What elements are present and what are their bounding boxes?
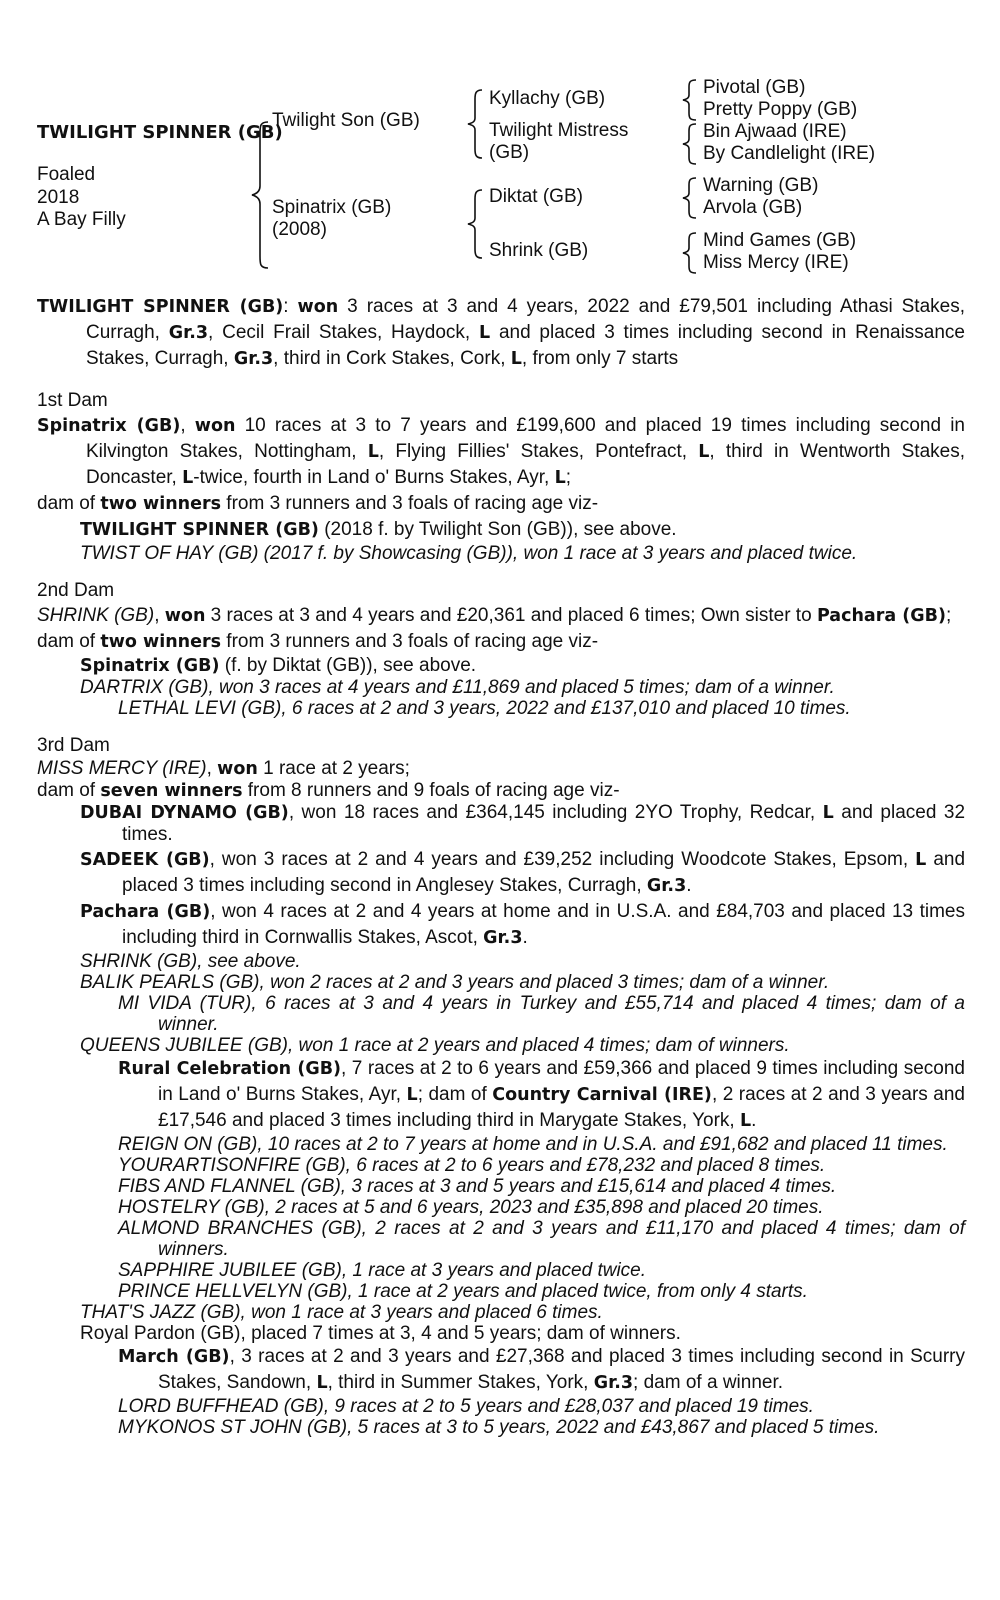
parents-brace [250, 120, 270, 270]
grade-label: Gr.3 [646, 876, 687, 896]
first-dam-paragraph: Spinatrix (GB), won 10 races at 3 to 7 years and £199,600 and placed 19 times including second in Kilvington Stakes, Nottingham, L, Flying Fillies' Stakes, Pontefract, L, third in Wentworth Stakes, Doncaster, L-twice, fourth in Land o' Burns Stakes, Ayr, L; [37, 415, 965, 488]
gg-brace-1 [678, 78, 698, 122]
produce-text: (2017 f. by Showcasing (GB)), won 1 race at 3 years and placed twice. [258, 543, 858, 564]
third-dam-heading: 3rd Dam [37, 735, 110, 756]
second-dam-produce-line [37, 629, 965, 655]
summary-text: 3 races at 3 and 4 years, 2022 and £79,501 including Athasi Stakes, Curragh, [86, 296, 965, 343]
produce-name: ALMOND BRANCHES (GB) [118, 1218, 362, 1239]
produce-name: SHRINK (GB) [80, 951, 198, 972]
winners-count: seven winners [100, 781, 243, 801]
produce-text: , 6 races at 2 to 6 years and £78,232 and placed 8 times. [345, 1155, 826, 1176]
produce-text: , 3 races at 3 and 5 years and £15,614 and placed 4 times. [340, 1176, 837, 1197]
produce-text: , won 18 races and £364,145 including 2YO Trophy, Redcar, [288, 802, 823, 823]
produce-entry [37, 802, 965, 845]
produce-name: YOURARTISONFIRE (GB) [118, 1155, 346, 1176]
horse-name-text: TWILIGHT SPINNER (GB) [37, 122, 283, 143]
ggp-2: Pretty Poppy (GB) [703, 99, 858, 120]
produce-entry [37, 1056, 965, 1134]
dam-brace [464, 188, 484, 260]
produce-text: , see above. [197, 951, 301, 972]
won-label: won [297, 297, 339, 317]
produce-name: Country Carnival (IRE) [492, 1085, 712, 1105]
dam-dam: Shrink (GB) [489, 240, 589, 261]
produce-entry [37, 1155, 965, 1176]
summary-text: , third in Cork Stakes, Cork, [273, 348, 511, 369]
dam-sire: Diktat (GB) [489, 186, 583, 207]
produce-text: , 9 races at 2 to 5 years and £28,037 and placed 19 times. [323, 1396, 814, 1417]
produce-text: , 3 races at 2 and 3 years and £27,368 and placed 3 times including second in Scurry Stakes, Sandown, [158, 1346, 965, 1393]
produce-text: (f. by Diktat (GB)), see above. [219, 655, 477, 676]
produce-entry [37, 1218, 965, 1260]
listed-label: L [554, 468, 566, 488]
dam-text: ; [945, 605, 952, 626]
produce-entry [37, 698, 965, 719]
ggp-4: By Candlelight (IRE) [703, 143, 876, 164]
produce-entry [37, 655, 965, 677]
horse-description: A Bay Filly [37, 209, 126, 230]
listed-label: L [698, 442, 710, 462]
produce-text: , 10 races at 2 to 7 years at home and in U.S.A. and £91,682 and placed 11 times. [257, 1134, 948, 1155]
produce-text: , 2 races at 5 and 6 years, 2023 and £35,898 and placed 20 times. [264, 1197, 824, 1218]
produce-name: Spinatrix (GB) [80, 656, 220, 676]
produce-entry [37, 972, 965, 993]
produce-name: SAPPHIRE JUBILEE (GB) [118, 1260, 342, 1281]
third-dam-name: MISS MERCY (IRE) [37, 758, 207, 779]
ggp-6: Arvola (GB) [703, 197, 803, 218]
produce-name: FIBS AND FLANNEL (GB) [118, 1176, 341, 1197]
produce-text: , won 3 races at 2 and 4 years and £39,252 including Woodcote Stakes, Epsom, [209, 849, 916, 870]
produce-text: , 1 race at 2 years and placed twice, from only 4 starts. [347, 1281, 808, 1302]
first-dam-produce-line [37, 491, 965, 517]
gg-brace-3 [678, 176, 698, 220]
dam-of-text: dam of [37, 493, 101, 514]
catalogue-text [37, 294, 965, 1438]
produce-entry [37, 677, 965, 698]
listed-label: L [510, 349, 522, 369]
produce-name: DUBAI DYNAMO (GB) [80, 803, 289, 823]
produce-entry [37, 1344, 965, 1396]
sire-brace [464, 88, 484, 160]
produce-text: , 2 races at 2 and 3 years and £11,170 and placed 4 times; dam of winners. [158, 1218, 966, 1260]
dam: Spinatrix (GB) [272, 197, 392, 218]
produce-name: HOSTELRY (GB) [118, 1197, 265, 1218]
listed-label: L [479, 323, 491, 343]
ggp-5: Warning (GB) [703, 175, 819, 196]
sire: Twilight Son (GB) [272, 110, 420, 131]
second-dam-paragraph: SHRINK (GB), won 3 races at 3 and 4 years and £20,361 and placed 6 times; Own sister to Pachara (GB); [37, 605, 952, 626]
produce-entry [37, 1302, 965, 1323]
produce-entry [37, 1281, 965, 1302]
produce-text: ; dam of [417, 1084, 493, 1105]
won-label: won [164, 606, 206, 626]
produce-text: . [522, 927, 528, 948]
produce-entry [37, 1134, 965, 1155]
produce-entry [37, 847, 965, 899]
produce-name: March (GB) [118, 1347, 230, 1367]
summary-text: and placed 3 times including second in Renaissance Stakes, Curragh, [86, 322, 965, 369]
produce-entry [37, 1396, 965, 1417]
dam-of-text: dam of [37, 780, 101, 801]
dam-of-text: from 8 runners and 9 foals of racing age viz- [242, 780, 620, 801]
grade-label: Gr.3 [168, 323, 209, 343]
ggp-7: Mind Games (GB) [703, 230, 857, 251]
produce-text: and placed 3 times including second in Anglesey Stakes, Curragh, [122, 849, 966, 896]
produce-entry [37, 543, 965, 564]
dam-text: 3 races at 3 and 4 years and £20,361 and placed 6 times; Own sister to [205, 605, 817, 626]
first-dam-heading: 1st Dam [37, 390, 108, 411]
produce-text: , 6 races at 3 and 4 years in Turkey and £55,714 and placed 4 times; dam of a winner. [158, 993, 965, 1035]
produce-name: MYKONOS ST JOHN (GB) [118, 1417, 348, 1438]
produce-text: , won 2 races at 2 and 3 years and placed 3 times; dam of a winner. [259, 972, 830, 993]
produce-name: DARTRIX (GB) [80, 677, 209, 698]
produce-text: . [751, 1110, 757, 1131]
dam-text: ; [565, 467, 571, 488]
produce-text: , won 4 races at 2 and 4 years at home and in U.S.A. and £84,703 and placed 13 times including third in Cornwallis Stakes, Ascot, [122, 901, 965, 948]
grade-label: Gr.3 [483, 928, 523, 948]
listed-label: L [739, 1111, 752, 1131]
produce-entry [37, 1197, 965, 1218]
dam-year: (2008) [272, 219, 327, 240]
sister-name: Pachara (GB) [816, 606, 946, 626]
produce-name: LORD BUFFHEAD (GB) [118, 1396, 324, 1417]
listed-label: L [182, 468, 194, 488]
produce-name: REIGN ON (GB) [118, 1134, 258, 1155]
second-dam-name: SHRINK (GB) [37, 605, 155, 626]
produce-text: and placed 32 times. [122, 802, 966, 845]
listed-label: L [406, 1085, 418, 1105]
produce-entry [37, 1417, 965, 1438]
produce-text: , 5 races at 3 to 5 years, 2022 and £43,867 and placed 5 times. [347, 1417, 880, 1438]
winners-count: two winners [100, 494, 222, 514]
produce-entry [37, 899, 965, 951]
summary-horse: TWILIGHT SPINNER (GB) [37, 297, 284, 317]
produce-text: , third in Summer Stakes, York, [327, 1372, 594, 1393]
produce-entry [37, 1176, 965, 1197]
produce-text: , won 3 races at 4 years and £11,869 and placed 5 times; dam of a winner. [208, 677, 835, 698]
foaled-label: Foaled [37, 164, 96, 185]
produce-name: BALIK PEARLS (GB) [80, 972, 260, 993]
won-label: won [194, 416, 236, 436]
dam-of-text: from 3 runners and 3 foals of racing age viz- [221, 631, 599, 652]
produce-entry [37, 1323, 965, 1344]
second-dam-heading: 2nd Dam [37, 580, 115, 601]
summary-text: , from only 7 starts [521, 348, 679, 369]
produce-text: , 2 races at 2 and 3 years and £17,546 and placed 3 times including third in Marygate Stakes, York, [158, 1084, 966, 1131]
summary-text: , Cecil Frail Stakes, Haydock, [208, 322, 479, 343]
produce-entry [37, 1260, 965, 1281]
dam-of-text: dam of [37, 631, 101, 652]
grade-label: Gr.3 [233, 349, 274, 369]
foaled-year: 2018 [37, 187, 80, 208]
produce-text: , won 1 race at 3 years and placed 6 times. [240, 1302, 603, 1323]
dam-text: 1 race at 2 years; [257, 758, 410, 779]
produce-name: Rural Celebration (GB) [118, 1059, 342, 1079]
third-dam-produce-line [37, 780, 965, 802]
produce-name: THAT'S JAZZ (GB) [80, 1302, 241, 1323]
produce-text: . [686, 875, 692, 896]
sire-dam-country: (GB) [489, 142, 530, 163]
horse-name [37, 122, 283, 144]
produce-text: Royal Pardon (GB), placed 7 times at 3, 4 and 5 years; dam of winners. [80, 1323, 681, 1344]
dam-text: , Flying Fillies' Stakes, Pontefract, [378, 441, 699, 462]
ggp-8: Miss Mercy (IRE) [703, 252, 849, 273]
produce-text: , won 1 race at 2 years and placed 4 times; dam of winners. [288, 1035, 790, 1056]
ggp-3: Bin Ajwaad (IRE) [703, 121, 847, 142]
third-dam-paragraph: MISS MERCY (IRE), won 1 race at 2 years; [37, 758, 410, 779]
produce-entry [37, 993, 965, 1035]
listed-label: L [822, 803, 834, 823]
first-dam-name: Spinatrix (GB) [37, 416, 181, 436]
produce-text: ; dam of a winner. [633, 1372, 784, 1393]
produce-text: , 7 races at 2 to 6 years and £59,366 and placed 9 times including second in Land o' Burns Stakes, Ayr, [158, 1058, 965, 1105]
dam-text: , third in Wentworth Stakes, Doncaster, [86, 441, 965, 488]
listed-label: L [915, 850, 927, 870]
produce-name: LETHAL LEVI (GB) [118, 698, 282, 719]
listed-label: L [367, 442, 379, 462]
produce-name: TWIST OF HAY (GB) [80, 543, 259, 564]
produce-text: (2018 f. by Twilight Son (GB)), see above. [318, 519, 677, 540]
ggp-1: Pivotal (GB) [703, 77, 806, 98]
produce-text: , 1 race at 3 years and placed twice. [341, 1260, 647, 1281]
produce-name: Pachara (GB) [80, 902, 211, 922]
listed-label: L [316, 1373, 328, 1393]
produce-entry [37, 1035, 965, 1056]
grade-label: Gr.3 [593, 1373, 634, 1393]
produce-entry [37, 517, 965, 543]
produce-text: , 6 races at 2 and 3 years, 2022 and £137,010 and placed 10 times. [281, 698, 851, 719]
produce-entry [37, 951, 965, 972]
gg-brace-2 [678, 122, 698, 166]
winners-count: two winners [100, 632, 222, 652]
gg-brace-4 [678, 231, 698, 275]
produce-name: MI VIDA (TUR) [118, 993, 252, 1014]
won-label: won [217, 759, 258, 779]
produce-name: PRINCE HELLVELYN (GB) [118, 1281, 348, 1302]
sire-sire: Kyllachy (GB) [489, 88, 606, 109]
dam-of-text: from 3 runners and 3 foals of racing age viz- [221, 493, 599, 514]
summary-paragraph: TWILIGHT SPINNER (GB): won 3 races at 3 and 4 years, 2022 and £79,501 including Athasi Stakes, Curragh, Gr.3, Cecil Frail Stakes, Haydock, L and placed 3 times including second in Renaissance Stakes, Curragh, Gr.3, third in Cork Stakes, Cork, L, from only 7 starts [37, 296, 965, 369]
dam-text: -twice, fourth in Land o' Burns Stakes, Ayr, [193, 467, 555, 488]
produce-name: QUEENS JUBILEE (GB) [80, 1035, 288, 1056]
sire-dam: Twilight Mistress [489, 120, 629, 141]
produce-name: SADEEK (GB) [80, 850, 210, 870]
dam-text: 10 races at 3 to 7 years and £199,600 and placed 19 times including second in Kilvington Stakes, Nottingham, [86, 415, 965, 462]
produce-name: TWILIGHT SPINNER (GB) [80, 520, 319, 540]
